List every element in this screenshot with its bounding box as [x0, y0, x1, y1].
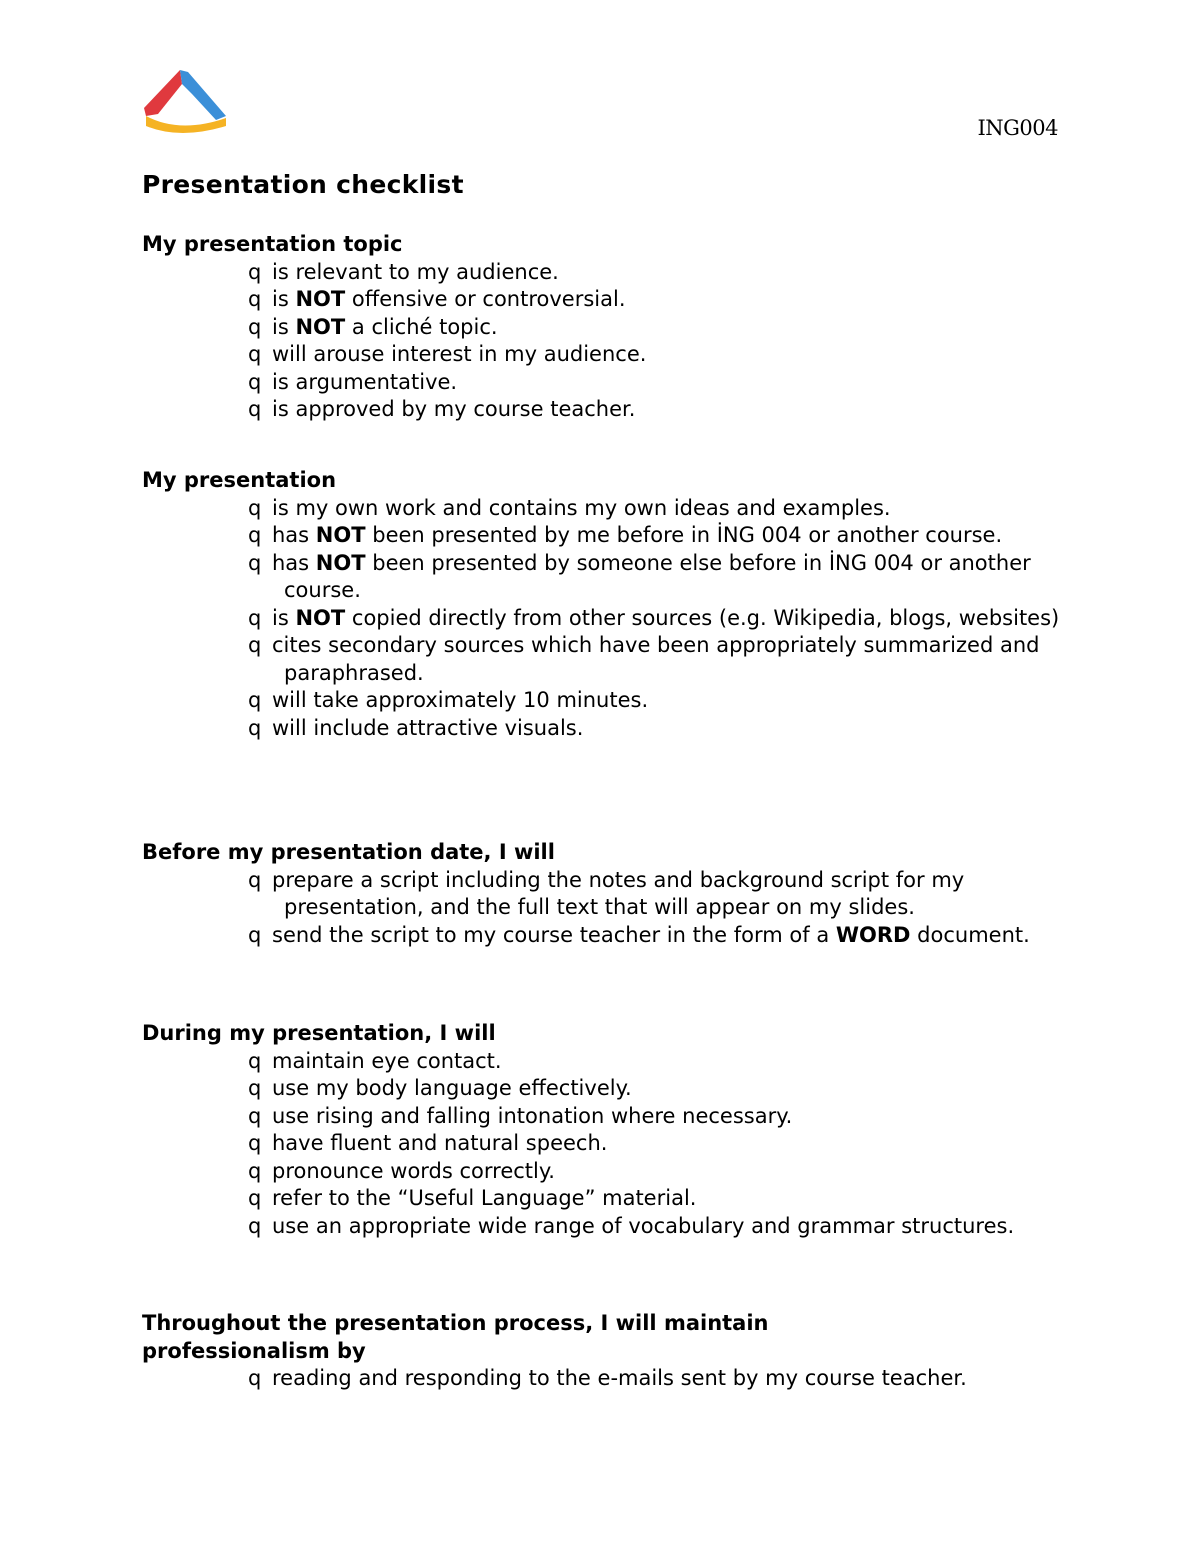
checkbox-glyph: q — [248, 922, 262, 947]
checkbox-glyph: q — [248, 550, 262, 575]
checkbox-glyph: q — [248, 1076, 262, 1100]
checkbox-glyph: q — [248, 1131, 262, 1155]
checklist-item: q use an appropriate wide range of vocabulary and grammar structures. — [142, 1213, 1082, 1241]
checklist-item: q is NOT copied directly from other sources (e.g. Wikipedia, blogs, websites) — [142, 605, 1082, 633]
checkbox-glyph: q — [248, 287, 262, 311]
section-title: My presentation topic — [142, 232, 403, 256]
checkbox-glyph: q — [248, 314, 262, 339]
checkbox-glyph: q — [248, 1213, 262, 1238]
checkbox-glyph: q — [248, 1186, 262, 1210]
checklist-item: q has NOT been presented by me before in İNG 004 or another course. — [142, 522, 1082, 550]
section-title: Before my presentation date, I will — [142, 840, 555, 864]
checklist-item: q is argumentative. — [142, 369, 1082, 397]
checklist-item: q cites secondary sources which have been appropriately summarized and paraphrased. — [248, 633, 1040, 685]
university-logo-icon — [140, 68, 230, 134]
checklist-item: q use rising and falling intonation where necessary. — [142, 1103, 1082, 1131]
checkbox-glyph: q — [248, 1158, 262, 1183]
checkbox-glyph: q — [248, 1366, 262, 1390]
section-title: My presentation — [142, 468, 337, 492]
checkbox-glyph: q — [248, 495, 262, 520]
checklist-item: q will include attractive visuals. — [142, 715, 1082, 743]
section-topic — [142, 231, 1082, 424]
checkbox-glyph: q — [248, 715, 262, 740]
checklist-item: q refer to the “Useful Language” material. — [142, 1185, 1082, 1213]
section-before-date — [142, 839, 1082, 949]
checklist-item: q reading and responding to the e-mails sent by my course teacher. — [142, 1365, 1082, 1393]
checklist-item: q is relevant to my audience. — [142, 259, 1082, 287]
checkbox-glyph: q — [248, 369, 262, 394]
checklist-item: q have fluent and natural speech. — [142, 1130, 1082, 1158]
checklist-item: q is my own work and contains my own ideas and examples. — [142, 495, 1082, 523]
checklist-item: q is NOT a cliché topic. — [142, 314, 1082, 342]
checkbox-glyph: q — [248, 1103, 262, 1128]
checklist-item: q send the script to my course teacher in the form of a WORD document. — [142, 922, 1082, 950]
checkbox-glyph: q — [248, 342, 262, 366]
checklist-item: q pronounce words correctly. — [142, 1158, 1082, 1186]
checkbox-glyph: q — [248, 259, 262, 284]
page-title: Presentation checklist — [142, 170, 464, 199]
section-title: Throughout the presentation process, I will maintain professionalism by — [142, 1311, 769, 1363]
section-title: During my presentation, I will — [142, 1021, 496, 1045]
section-presentation — [142, 467, 1082, 742]
course-code: ING004 — [977, 116, 1058, 140]
section-during — [142, 1020, 1082, 1240]
checklist-item: q will take approximately 10 minutes. — [142, 687, 1082, 715]
checkbox-glyph: q — [248, 605, 262, 630]
checklist-item: q maintain eye contact. — [142, 1048, 1082, 1076]
checklist-item: q use my body language effectively. — [142, 1075, 1082, 1103]
checkbox-glyph: q — [248, 523, 262, 547]
section-throughout — [142, 1310, 967, 1393]
checklist-item: q is NOT offensive or controversial. — [142, 286, 1082, 314]
checklist-item: q has NOT been presented by someone else before in İNG 004 or another course. — [248, 550, 1031, 602]
checkbox-glyph: q — [248, 867, 262, 892]
checkbox-glyph: q — [248, 1048, 262, 1073]
checklist-item: q is approved by my course teacher. — [142, 396, 1082, 424]
checklist-item: q will arouse interest in my audience. — [142, 341, 1082, 369]
checkbox-glyph: q — [248, 633, 262, 657]
checkbox-glyph: q — [248, 397, 262, 421]
checklist-item: q prepare a script including the notes and background script for my presentation, and the full text that will appear on my slides. — [248, 867, 965, 919]
checkbox-glyph: q — [248, 688, 262, 712]
